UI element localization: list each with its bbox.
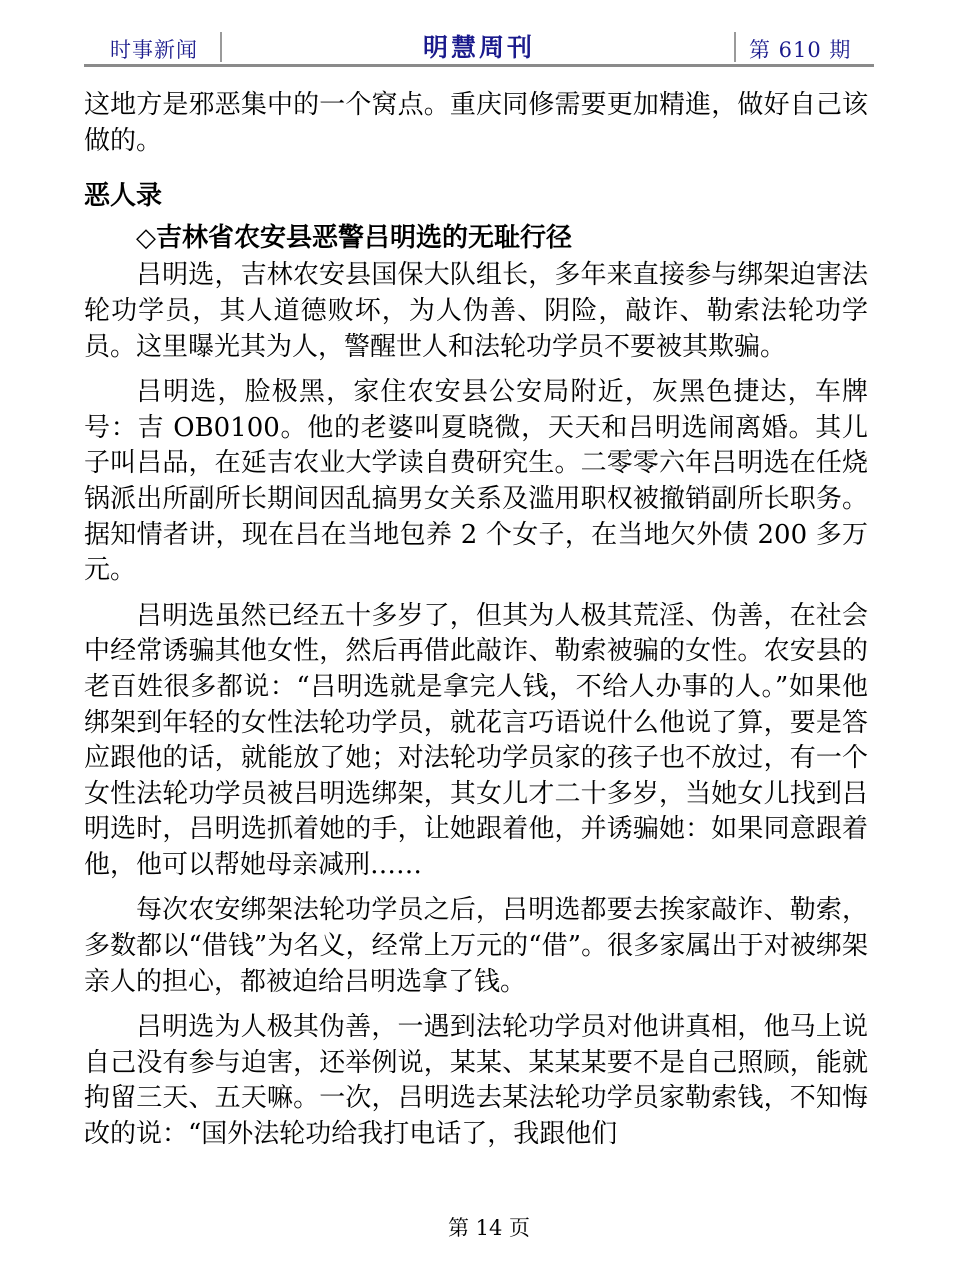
- continuation-paragraph: 这地方是邪恶集中的一个窝点。重庆同修需要更加精進，做好自己该做的。: [84, 90, 868, 156]
- paragraph: 吕明选虽然已经五十多岁了，但其为人极其荒淫、伪善，在社会中经常诱骗其他女性，然后再借此敲诈、勒索被骗的女性。农安县的老百姓很多都说：“吕明选就是拿完人钱，不给人办事的人。”如果他绑架到年轻的女性法轮功学员，就花言巧语说什么他说了算，要是答应跟他的话，就能放了她；对法轮功学员家的孩子也不放过，有一个女性法轮功学员被吕明选绑架，其女儿才二十多岁，当她女儿找到吕明选时，吕明选抓着她的手，让她跟着他，并诱骗她：如果同意跟着他，他可以帮她母亲减刑……: [84, 600, 868, 880]
- header-section-label: 时事新闻: [110, 38, 198, 62]
- header-rule: [84, 64, 874, 67]
- paragraph: 吕明选为人极其伪善，一遇到法轮功学员对他讲真相，他马上说自己没有参与迫害，还举例说，某某、某某某要不是自己照顾，能就拘留三天、五天嘛。一次，吕明选去某法轮功学员家勒索钱，不知悔改的说：“国外法轮功给我打电话了，我跟他们: [84, 1012, 868, 1150]
- page-number: 第 14 页: [447, 1216, 531, 1240]
- page-header: [84, 22, 874, 66]
- paragraph: 吕明选，脸极黑，家住农安县公安局附近，灰黑色捷达，车牌号：吉 OB0100。他的老婆叫夏晓微，天天和吕明选闹离婚。其儿子叫吕品，在延吉农业大学读自费研究生。二零零六年吕明选在任烧锅派出所副所长期间因乱搞男女关系及滥用职权被撤销副所长职务。据知情者讲，现在吕在当地包养 2 个女子，在当地欠外债 200 多万元。: [84, 377, 868, 586]
- paragraph: 每次农安绑架法轮功学员之后，吕明选都要去挨家敲诈、勒索，多数都以“借钱”为名义，经常上万元的“借”。很多家属出于对被绑架亲人的担心，都被迫给吕明选拿了钱。: [84, 895, 868, 997]
- paragraph: 吕明选，吉林农安县国保大队组长，多年来直接参与绑架迫害法轮功学员，其人道德败坏，为人伪善、阴险，敲诈、勒索法轮功学员。这里曝光其为人，警醒世人和法轮功学员不要被其欺骗。: [84, 260, 868, 362]
- header-issue-number: 第 610 期: [749, 38, 852, 62]
- header-divider-right: [734, 32, 736, 62]
- article-title: ◇吉林省农安县恶警吕明选的无耻行径: [136, 222, 572, 253]
- article-body: [84, 88, 868, 1163]
- section-heading: 恶人录: [84, 181, 163, 212]
- header-publication-title: 明慧周刊: [422, 33, 535, 62]
